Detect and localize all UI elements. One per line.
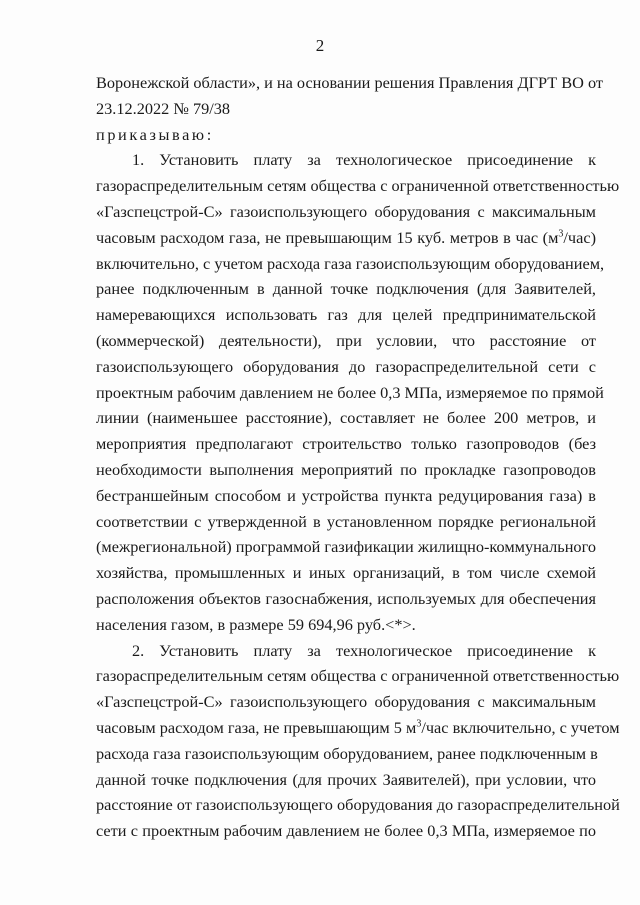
text-line: включительно, с учетом расхода газа газоиспользующим оборудованием, [96,253,605,273]
text-line: проектным рабочим давлением не более 0,3 МПа, измеряемое по прямой [96,382,604,402]
text-line: Воронежской области», и на основании решения Правления ДГРТ ВО от [96,73,604,92]
text-line: данной точке подключения (для прочих Заявителей), при условии, что [96,769,596,789]
order-word: приказываю: [96,124,214,144]
text-line: соответствии с утвержденной в установленном порядке региональной [96,511,596,531]
text-line: газораспределительным сетям общества с ограниченной ответственностью [96,666,620,686]
text-line: 1. Установить плату за технологическое присоединение к [132,150,596,170]
text-line: часовым расходом газа, не превышающим 5 $м^3$/час включительно, с учетом [96,717,620,737]
text-line: хозяйства, промышленных и иных организаций, в том числе схемой [96,563,596,583]
text-line: сети с проектным рабочим давлением не более 0,3 МПа, измеряемое по [96,821,596,841]
text-line: 23.12.2022 № 79/38 [96,98,231,118]
text-line: расстояние от газоиспользующего оборудования до газораспределительной [96,795,620,815]
text-line: 2. Установить плату за технологическое присоединение к [132,640,596,660]
text-line: (межрегиональной) программой газификации жилищно-коммунального [96,537,596,557]
text-line: «Газспецстрой-С» газоиспользующего оборудования с максимальным [96,692,596,712]
text-line: линии (наименьшее расстояние), составляет не более 200 метров, и [96,408,596,428]
document-body [96,70,620,844]
text-line: расхода газа газоиспользующим оборудованием, ранее подключенным в [96,743,598,763]
text-line: бестраншейным способом и устройства пункта редуцирования газа) в [96,485,596,505]
text-line: ранее подключенным в данной точке подключения (для Заявителей, [96,279,596,299]
text-line: намеревающихся использовать газ для целей предпринимательской [96,305,596,325]
text-line: газоиспользующего оборудования до газораспределительной сети с [96,356,596,376]
text-line: «Газспецстрой-С» газоиспользующего оборудования с максимальным [96,201,596,221]
text-line: расположения объектов газоснабжения, используемых для обеспечения [96,588,596,608]
text-line: часовым расходом газа, не превышающим 15 куб. метров в час $(м^3/час)$ [96,227,596,247]
text-line: (коммерческой) деятельности), при условии, что расстояние от [96,330,596,350]
text-line: мероприятия предполагают строительство только газопроводов (без [96,434,596,454]
page-number: 2 [315,36,325,55]
text-line: газораспределительным сетям общества с ограниченной ответственностью [96,176,620,196]
text-line: необходимости выполнения мероприятий по прокладке газопроводов [96,459,596,479]
text-line: населения газом, в размере 59 694,96 руб.<*>. [96,614,416,634]
